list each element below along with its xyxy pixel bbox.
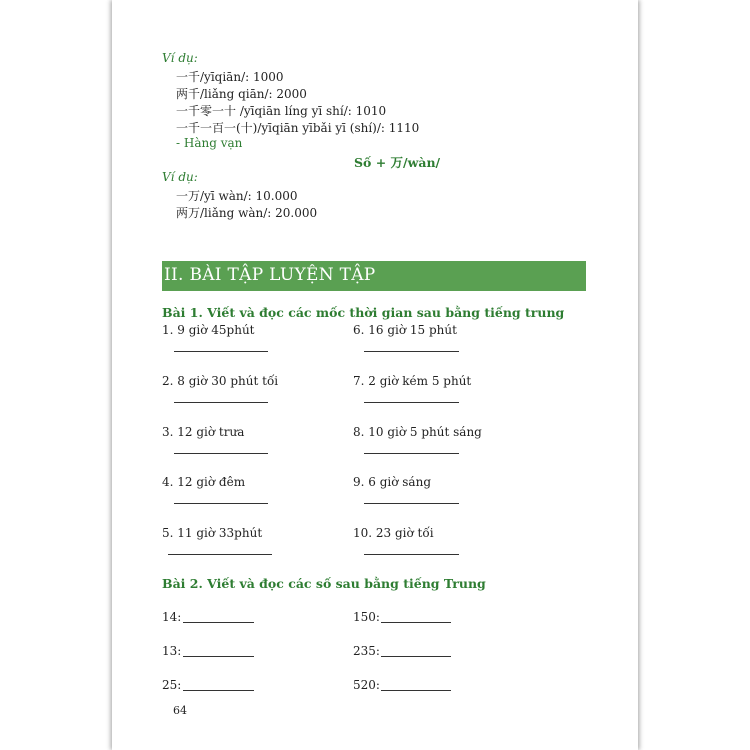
example-line: 一千一百一(十)/yīqiān yībǎi yī (shí)/: 1110 [176, 121, 420, 135]
exercise-1-title: Bài 1. Viết và đọc các mốc thời gian sau bằng tiếng trung [162, 305, 565, 320]
answer-blank[interactable] [174, 453, 268, 454]
answer-blank[interactable] [364, 351, 459, 352]
example-line: 一万/yī wàn/: 10.000 [176, 189, 298, 203]
exercise-item: 6. 16 giờ 15 phút [353, 323, 457, 337]
number-label: 25: [162, 678, 182, 692]
number-label: 13: [162, 644, 182, 658]
exercise-item: 3. 12 giờ trưa [162, 425, 245, 439]
exercise-item: 4. 12 giờ đêm [162, 475, 246, 489]
section-banner [162, 261, 586, 291]
number-label: 520: [353, 678, 380, 692]
answer-blank[interactable] [174, 351, 268, 352]
example-label-1: Ví dụ: [162, 51, 198, 65]
exercise-item: 5. 11 giờ 33phút [162, 526, 263, 540]
answer-blank[interactable] [364, 503, 459, 504]
exercise-item: 2. 8 giờ 30 phút tối [162, 374, 279, 388]
number-label: 150: [353, 610, 380, 624]
answer-blank[interactable] [168, 554, 272, 555]
answer-blank[interactable] [364, 402, 459, 403]
hang-van-heading: - Hàng vạn [176, 136, 243, 150]
answer-blank[interactable] [174, 402, 268, 403]
exercise-item: 8. 10 giờ 5 phút sáng [353, 425, 482, 439]
example-line: 一千零一十 /yīqiān líng yī shí/: 1010 [176, 104, 387, 118]
example-line: 两千/liǎng qiān/: 2000 [176, 87, 307, 101]
formula: Số + 万/wàn/ [354, 155, 441, 170]
answer-blank[interactable] [364, 554, 459, 555]
answer-blank[interactable] [364, 453, 459, 454]
answer-blank[interactable] [183, 690, 254, 691]
answer-blank[interactable] [381, 690, 451, 691]
example-label-2: Ví dụ: [162, 170, 198, 184]
number-label: 235: [353, 644, 380, 658]
answer-blank[interactable] [183, 622, 254, 623]
number-label: 14: [162, 610, 182, 624]
answer-blank[interactable] [174, 503, 268, 504]
answer-blank[interactable] [381, 622, 451, 623]
example-line: 一千/yīqiān/: 1000 [176, 70, 284, 84]
exercise-item: 10. 23 giờ tối [353, 526, 434, 540]
document-page [112, 0, 638, 750]
answer-blank[interactable] [183, 656, 254, 657]
answer-blank[interactable] [381, 656, 451, 657]
exercise-item: 9. 6 giờ sáng [353, 475, 431, 489]
section-title: II. BÀI TẬP LUYỆN TẬP [164, 265, 376, 285]
exercise-item: 1. 9 giờ 45phút [162, 323, 255, 337]
page-number: 64 [173, 704, 187, 717]
example-line: 两万/liǎng wàn/: 20.000 [176, 206, 318, 220]
exercise-item: 7. 2 giờ kém 5 phút [353, 374, 472, 388]
exercise-2-title: Bài 2. Viết và đọc các số sau bằng tiếng Trung [162, 576, 486, 591]
